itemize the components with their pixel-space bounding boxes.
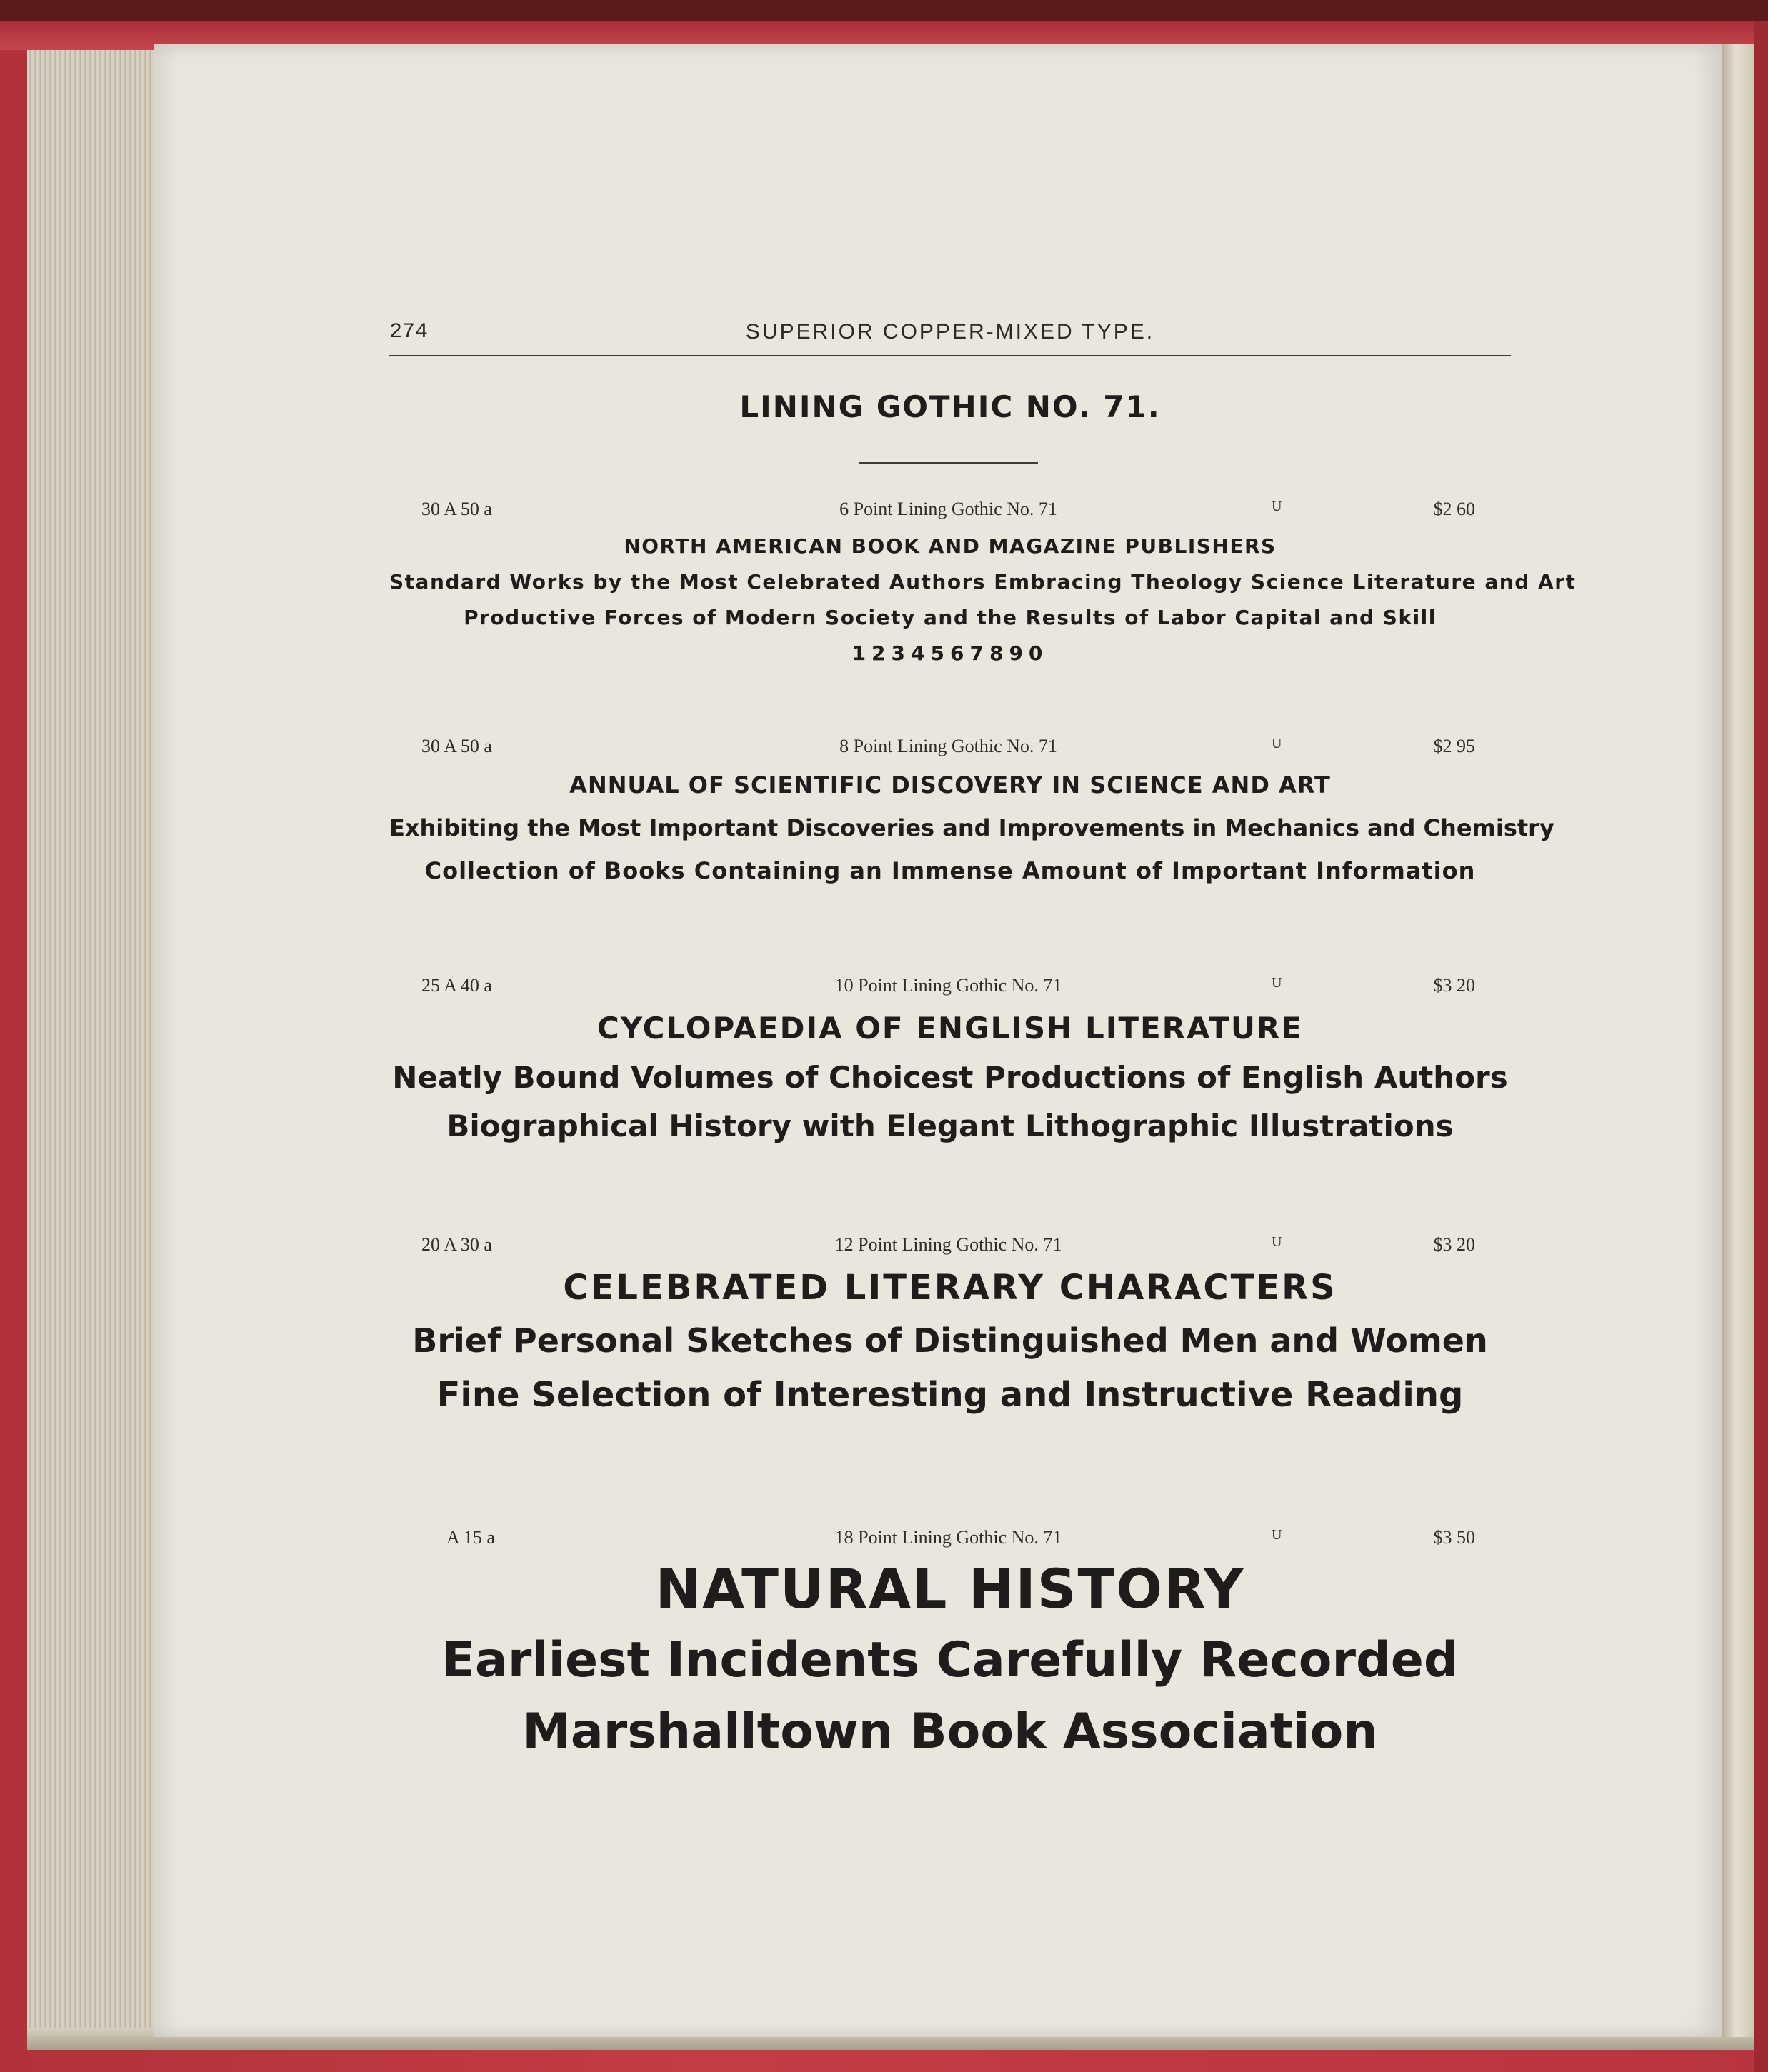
specimen-10pt-line: Neatly Bound Volumes of Choicest Productions of English Authors	[392, 1060, 1508, 1095]
font-mark: U	[1272, 975, 1282, 991]
font-count: 20 A 30 a	[421, 1234, 492, 1255]
specimen-18pt-line: NATURAL HISTORY	[655, 1557, 1245, 1621]
specimen-10pt-line: CYCLOPAEDIA OF ENGLISH LITERATURE	[596, 1011, 1304, 1046]
font-spec: 18 Point Lining Gothic No. 71	[834, 1527, 1062, 1548]
specimen-8pt-info	[421, 736, 1475, 761]
font-mark: U	[1272, 1234, 1282, 1250]
page-title: LINING GOTHIC NO. 71.	[739, 389, 1161, 424]
font-count: 25 A 40 a	[421, 975, 492, 996]
font-count: 30 A 50 a	[421, 736, 492, 756]
specimen-6pt-line: Productive Forces of Modern Society and the Results of Labor Capital and Skill	[464, 606, 1437, 629]
font-mark: U	[1272, 736, 1282, 751]
head-rule	[389, 355, 1511, 356]
font-count: 30 A 50 a	[421, 499, 492, 519]
font-price: $3 20	[1433, 975, 1475, 996]
specimen-18pt-info	[421, 1527, 1475, 1553]
font-spec: 6 Point Lining Gothic No. 71	[839, 499, 1057, 519]
running-head	[389, 320, 1511, 349]
specimen-6pt-line: Standard Works by the Most Celebrated Authors Embracing Theology Science Literature and Art	[389, 570, 1577, 594]
font-price: $2 95	[1433, 736, 1475, 756]
page-number: 274	[389, 320, 429, 344]
page-edges	[27, 50, 157, 2046]
specimen-12pt-line: Brief Personal Sketches of Distinguished Men and Women	[412, 1321, 1488, 1360]
specimen-12pt-line: CELEBRATED LITERARY CHARACTERS	[563, 1268, 1337, 1308]
font-mark: U	[1272, 1527, 1282, 1543]
page-gutter	[1722, 44, 1754, 2037]
specimen-8pt-line: Exhibiting the Most Important Discoveries and Improvements in Mechanics and Chemistry	[389, 814, 1554, 841]
specimen-6pt-figures: 1234567890	[851, 641, 1049, 665]
specimen-10pt-line: Biographical History with Elegant Lithographic Illustrations	[446, 1108, 1454, 1143]
font-mark: U	[1272, 499, 1282, 514]
specimen-18pt-line: Earliest Incidents Carefully Recorded	[441, 1632, 1459, 1688]
specimen-12pt-line: Fine Selection of Interesting and Instructive Reading	[436, 1375, 1464, 1415]
running-title: SUPERIOR COPPER-MIXED TYPE.	[745, 320, 1155, 344]
specimen-18pt-line: Marshalltown Book Association	[522, 1703, 1378, 1760]
font-spec: 12 Point Lining Gothic No. 71	[834, 1234, 1062, 1255]
title-rule	[859, 462, 1038, 464]
font-price: $2 60	[1433, 499, 1475, 519]
specimen-8pt-line: Collection of Books Containing an Immense Amount of Important Information	[424, 857, 1476, 884]
font-price: $3 20	[1433, 1234, 1475, 1255]
specimen-8pt-line: ANNUAL OF SCIENTIFIC DISCOVERY IN SCIENCE AND ART	[569, 771, 1331, 799]
specimen-12pt-info	[421, 1234, 1475, 1260]
cover-right-edge	[1754, 21, 1768, 2072]
specimen-6pt-info	[421, 499, 1475, 524]
font-count: A 15 a	[446, 1527, 495, 1548]
specimen-10pt-info	[421, 975, 1475, 1001]
font-spec: 8 Point Lining Gothic No. 71	[839, 736, 1057, 756]
font-spec: 10 Point Lining Gothic No. 71	[834, 975, 1062, 996]
font-price: $3 50	[1433, 1527, 1475, 1548]
specimen-6pt-line: NORTH AMERICAN BOOK AND MAGAZINE PUBLISHERS	[624, 534, 1277, 558]
